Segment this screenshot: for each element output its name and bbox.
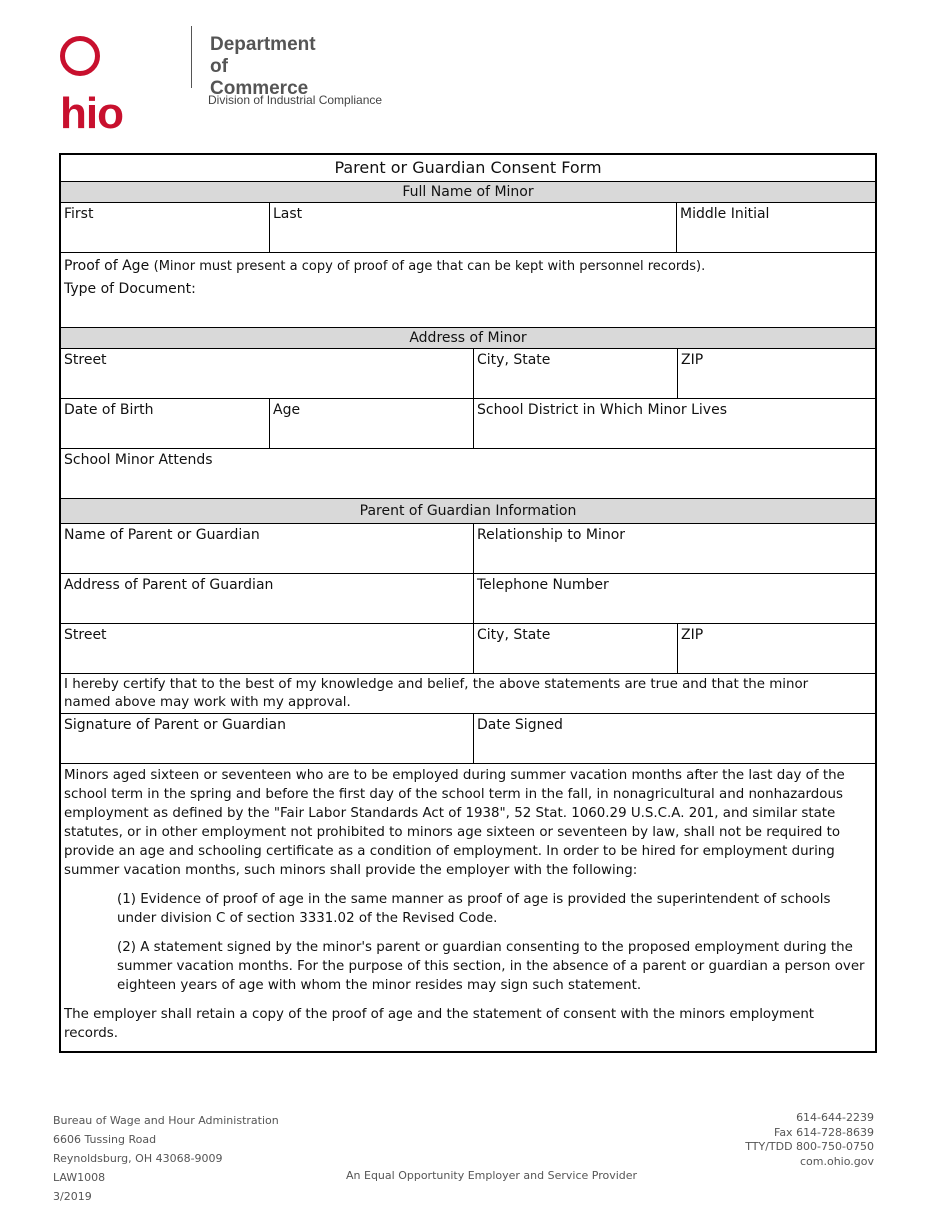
minor-name-row bbox=[61, 203, 875, 253]
statute-item-2: (2) A statement signed by the minor's parent or guardian consenting to the proposed employment during the summer vacation months. For the purpose of this section, in the absence of a parent or guardian a person over eighteen years of age with whom the minor resides may sign such statement. bbox=[117, 940, 865, 993]
telephone-field[interactable] bbox=[474, 574, 875, 623]
guardian-zip-label: ZIP bbox=[681, 627, 704, 643]
guardian-address-field[interactable] bbox=[61, 574, 474, 623]
signature-label: Signature of Parent or Guardian bbox=[64, 717, 287, 733]
signature-field[interactable] bbox=[61, 714, 474, 763]
minor-birth-row bbox=[61, 399, 875, 449]
school-district-label: School District in Which Minor Lives bbox=[477, 402, 727, 418]
statute-closing: The employer shall retain a copy of the proof of age and the statement of consent with the minors employment records. bbox=[64, 1007, 815, 1041]
minor-zip-label: ZIP bbox=[681, 352, 704, 368]
signature-row bbox=[61, 714, 875, 764]
guardian-street-label: Street bbox=[64, 627, 107, 643]
date-of-birth-field[interactable] bbox=[61, 399, 270, 448]
division-name: Division of Industrial Compliance bbox=[208, 93, 383, 107]
guardian-zip-field[interactable] bbox=[678, 624, 875, 673]
consent-form bbox=[59, 153, 877, 1053]
footer-street: 6606 Tussing Road bbox=[53, 1133, 157, 1146]
guardian-city-state-field[interactable] bbox=[474, 624, 678, 673]
minor-zip-field[interactable] bbox=[678, 349, 875, 398]
relationship-field[interactable] bbox=[474, 524, 875, 573]
date-of-birth-label: Date of Birth bbox=[64, 402, 154, 418]
document-type-label: Type of Document: bbox=[64, 281, 196, 297]
relationship-label: Relationship to Minor bbox=[477, 527, 626, 543]
footer-phone: 614-644-2239 bbox=[796, 1111, 874, 1124]
guardian-name-label: Name of Parent or Guardian bbox=[64, 527, 260, 543]
footer-website[interactable]: com.ohio.gov bbox=[799, 1154, 874, 1168]
minor-city-state-field[interactable] bbox=[474, 349, 678, 398]
footer-form-number: LAW1008 bbox=[53, 1171, 106, 1184]
guardian-contact-row bbox=[61, 574, 875, 624]
middle-initial-label: Middle Initial bbox=[680, 206, 770, 222]
footer-fax: Fax 614-728-8639 bbox=[774, 1125, 874, 1139]
guardian-street-row bbox=[61, 624, 875, 674]
school-attends-field[interactable] bbox=[61, 449, 875, 498]
telephone-label: Telephone Number bbox=[477, 577, 609, 593]
section-heading-minor-name: Full Name of Minor bbox=[61, 182, 875, 203]
footer-bureau: Bureau of Wage and Hour Administration bbox=[53, 1114, 279, 1127]
ohio-logo-mark: hio bbox=[60, 30, 123, 142]
guardian-city-state-label: City, State bbox=[477, 627, 551, 643]
minor-city-state-label: City, State bbox=[477, 352, 551, 368]
age-label: Age bbox=[273, 402, 301, 418]
department-name: Department of Commerce bbox=[210, 34, 316, 99]
school-district-field[interactable] bbox=[474, 399, 875, 448]
form-title: Parent or Guardian Consent Form bbox=[61, 155, 875, 182]
minor-street-label: Street bbox=[64, 352, 107, 368]
minor-address-row bbox=[61, 349, 875, 399]
footer-revision: 3/2019 bbox=[53, 1190, 92, 1203]
guardian-address-label: Address of Parent of Guardian bbox=[64, 577, 274, 593]
footer-eeo: An Equal Opportunity Employer and Service Provider bbox=[346, 1169, 638, 1182]
proof-of-age-label: Proof of Age bbox=[64, 258, 150, 274]
date-signed-label: Date Signed bbox=[477, 717, 563, 733]
proof-of-age-note: (Minor must present a copy of proof of age that can be kept with personnel records). bbox=[153, 259, 706, 274]
guardian-name-row bbox=[61, 524, 875, 574]
proof-of-age-field[interactable] bbox=[61, 253, 875, 327]
section-heading-address: Address of Minor bbox=[61, 328, 875, 349]
date-signed-field[interactable] bbox=[474, 714, 875, 763]
age-field[interactable] bbox=[270, 399, 474, 448]
last-name-field[interactable] bbox=[270, 203, 677, 252]
first-name-label: First bbox=[64, 206, 94, 222]
proof-of-age-row bbox=[61, 253, 875, 328]
middle-initial-field[interactable] bbox=[677, 203, 875, 252]
logo-divider bbox=[191, 26, 192, 88]
minor-street-field[interactable] bbox=[61, 349, 474, 398]
statute-intro: Minors aged sixteen or seventeen who are to be employed during summer vacation months after the last day of the school term in the spring and before the first day of the school term in the fall, in nonagricultural and nonhazardous employment as defined by the "Fair Labor Standards Act of 1938", 52 Stat. 1060.29 U.S.C.A. 201, and similar state statutes, or in other employment not prohibited to minors age sixteen or seventeen by law, shall not be required to provide an age and schooling certificate as a condition of employment. In order to be hired for employment during summer vacation months, such minors shall provide the employer with the following: bbox=[64, 768, 845, 878]
footer-tty: TTY/TDD 800-750-0750 bbox=[745, 1140, 874, 1153]
footer-city: Reynoldsburg, OH 43068-9009 bbox=[53, 1152, 223, 1165]
school-attends-label: School Minor Attends bbox=[64, 452, 213, 468]
first-name-field[interactable] bbox=[61, 203, 270, 252]
section-heading-guardian: Parent of Guardian Information bbox=[61, 499, 875, 524]
footer-address bbox=[53, 1111, 279, 1206]
guardian-name-field[interactable] bbox=[61, 524, 474, 573]
statute-text bbox=[61, 764, 875, 1051]
statute-item-1: (1) Evidence of proof of age in the same manner as proof of age is provided the superintendent of schools under division C of section 3331.02 of the Revised Code. bbox=[117, 892, 831, 926]
footer-contact bbox=[745, 1111, 874, 1169]
last-name-label: Last bbox=[273, 206, 303, 222]
guardian-street-field[interactable] bbox=[61, 624, 474, 673]
school-attends-row bbox=[61, 449, 875, 499]
certification-statement: I hereby certify that to the best of my knowledge and belief, the above statements are true and that the minor named above may work with my approval. bbox=[61, 674, 875, 714]
